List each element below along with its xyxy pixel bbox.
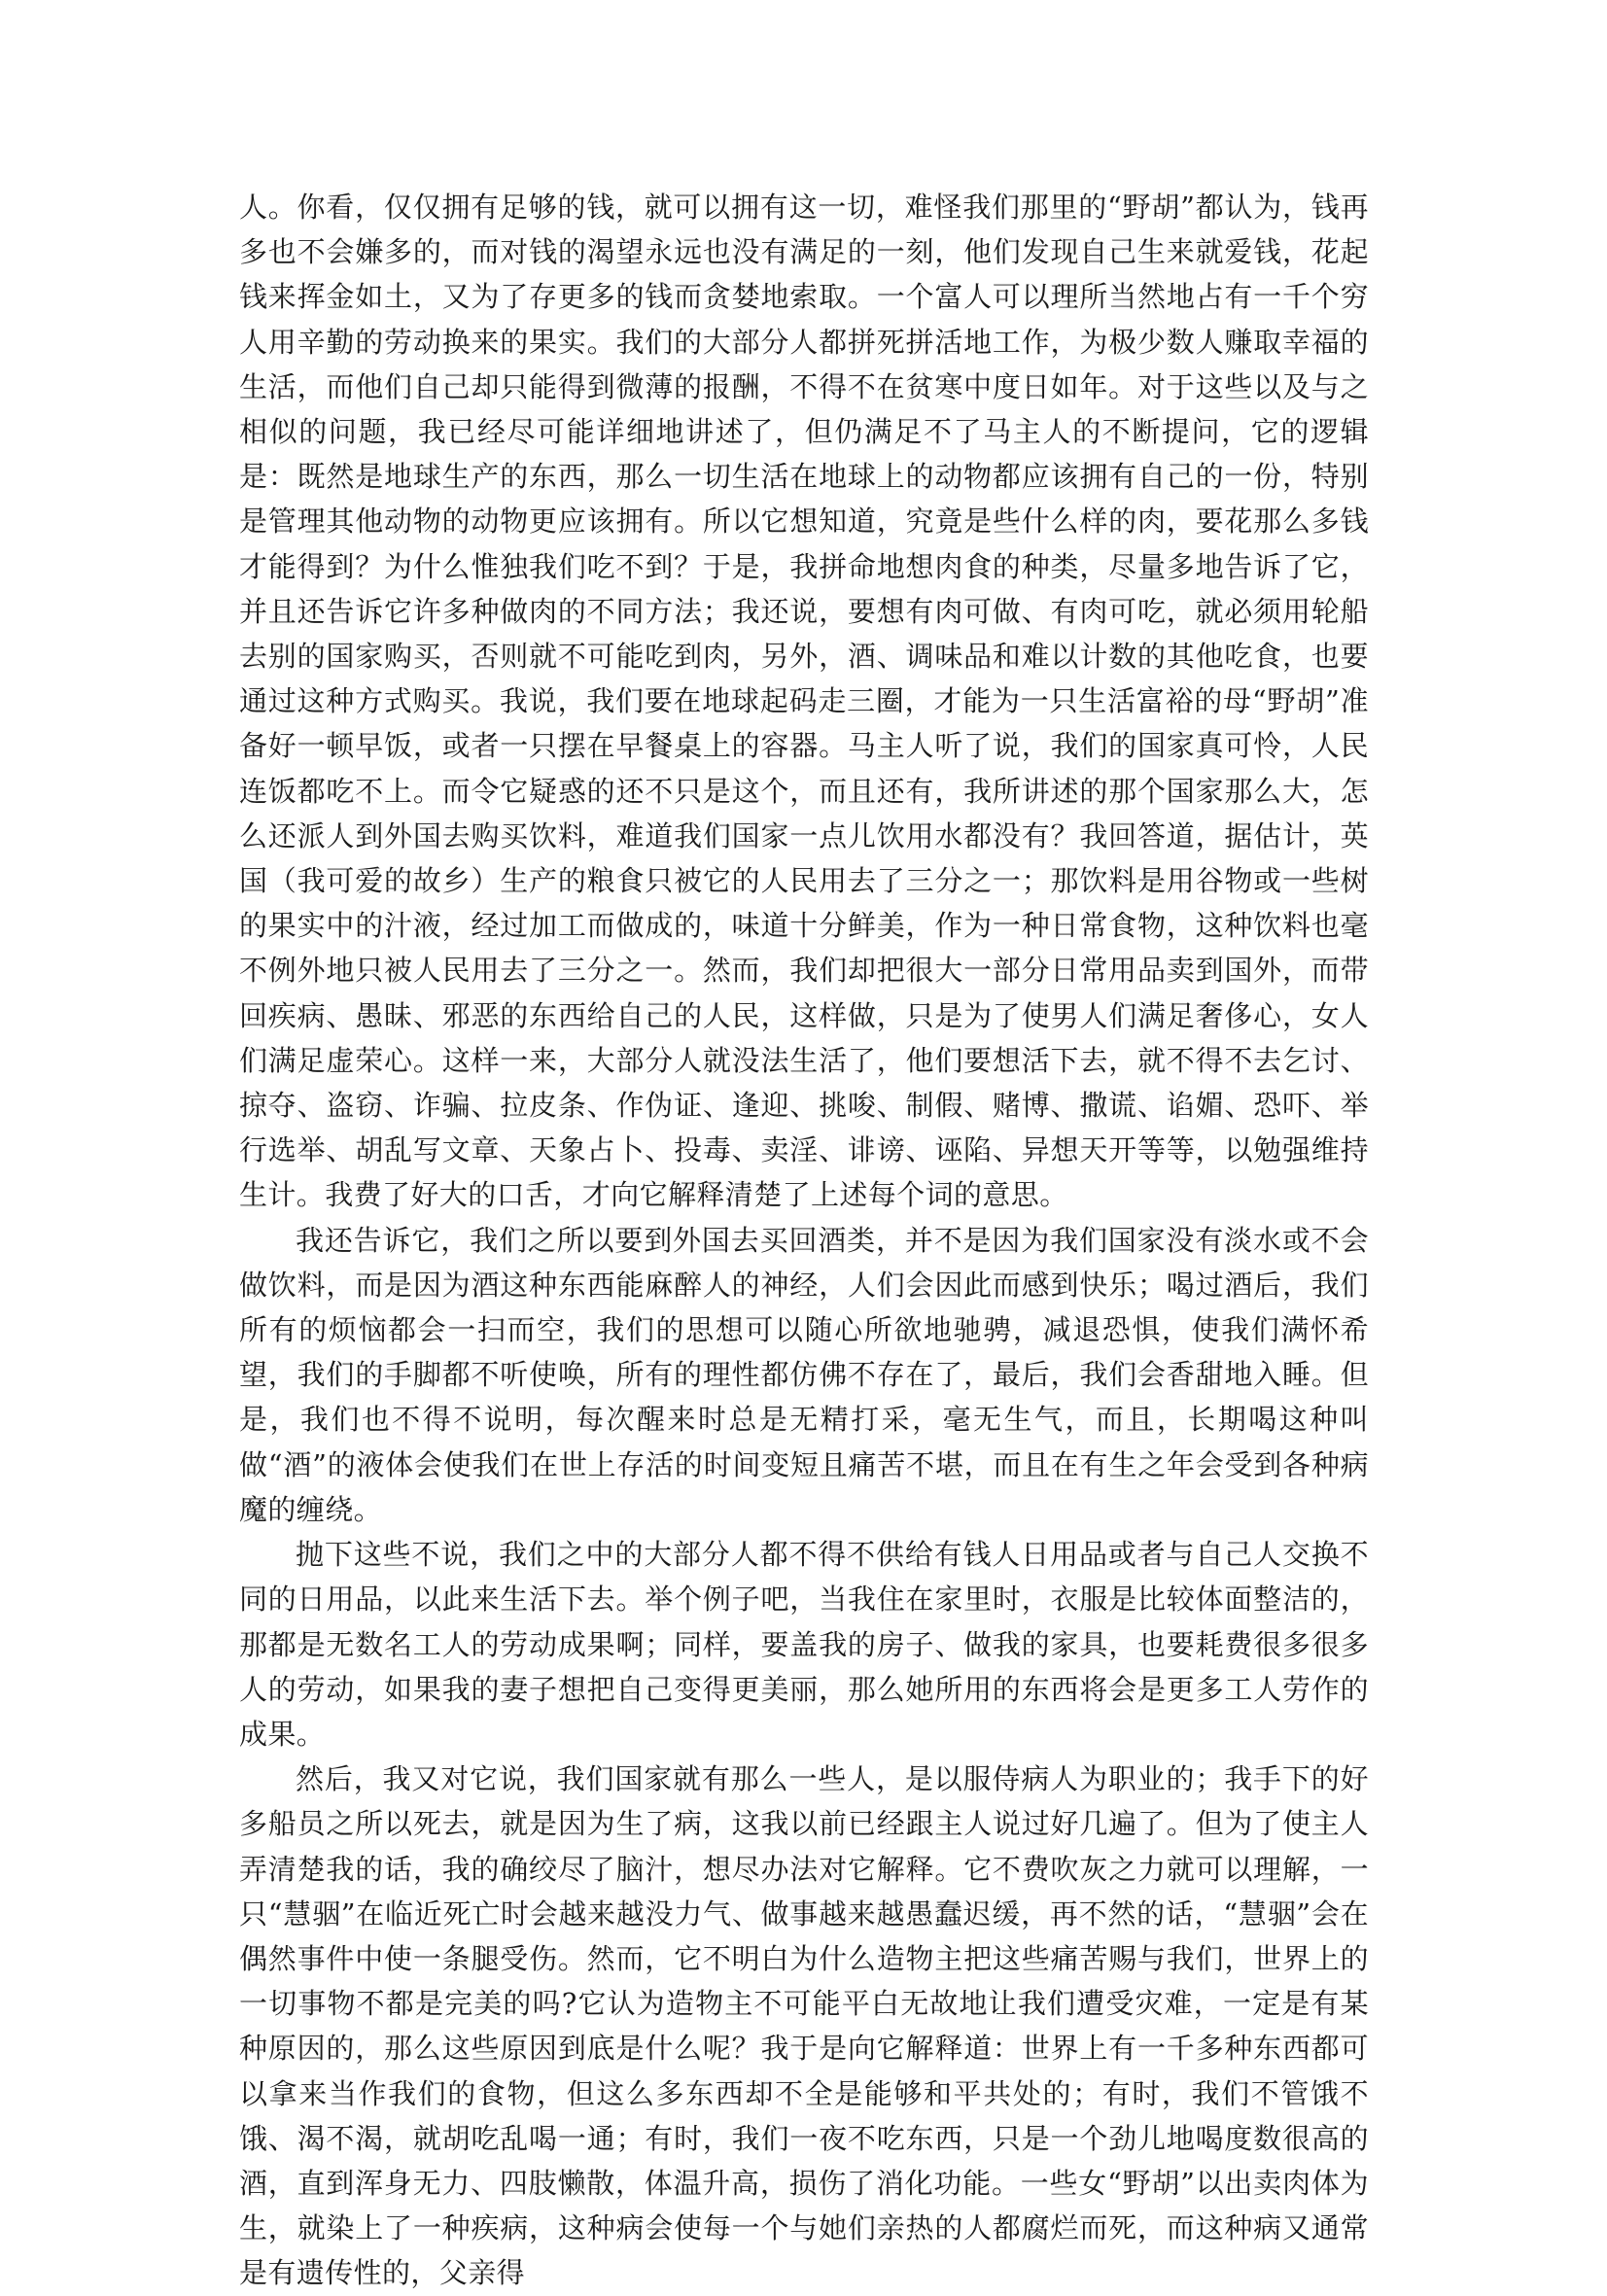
- paragraph: 然后，我又对它说，我们国家就有那么一些人，是以服侍病人为职业的；我手下的好多船员之所以死去，就是因为生了病，这我以前已经跟主人说过好几遍了。但为了使主人弄清楚我的话，我的确绞尽了脑汁，想尽办法对它解释。它不费吹灰之力就可以理解，一只“慧骃”在临近死亡时会越来越没力气、做事越来越愚蠢迟缓，再不然的话，“慧骃”会在偶然事件中使一条腿受伤。然而，它不明白为什么造物主把这些痛苦赐与我们，世界上的一切事物不都是完美的吗?它认为造物主不可能平白无故地让我们遭受灾难，一定是有某种原因的，那么这些原因到底是什么呢？我于是向它解释道：世界上有一千多种东西都可以拿来当作我们的食物，但这么多东西却不全是能够和平共处的；有时，我们不管饿不饿、渴不渴，就胡吃乱喝一通；有时，我们一夜不吃东西，只是一个劲儿地喝度数很高的酒，直到浑身无力、四肢懒散，体温升高，损伤了消化功能。一些女“野胡”以出卖肉体为生，就染上了一种疾病，这种病会使每一个与她们亲热的人都腐烂而死，而这种病又通常是有遗传性的，父亲得: [239, 1762, 1369, 2290]
- paragraph: 人。你看，仅仅拥有足够的钱，就可以拥有这一切，难怪我们那里的“野胡”都认为，钱再多也不会嫌多的，而对钱的渴望永远也没有满足的一刻，他们发现自己生来就爱钱，花起钱来挥金如土，又为了存更多的钱而贪婪地索取。一个富人可以理所当然地占有一千个穷人用辛勤的劳动换来的果实。我们的大部分人都拼死拼活地工作，为极少数人赚取幸福的生活，而他们自己却只能得到微薄的报酬，不得不在贫寒中度日如年。对于这些以及与之相似的问题，我已经尽可能详细地讲述了，但仍满足不了马主人的不断提问，它的逻辑是：既然是地球生产的东西，那么一切生活在地球上的动物都应该拥有自己的一份，特别是管理其他动物的动物更应该拥有。所以它想知道，究竟是些什么样的肉，要花那么多钱才能得到？为什么惟独我们吃不到？于是，我拼命地想肉食的种类，尽量多地告诉了它，并且还告诉它许多种做肉的不同方法；我还说，要想有肉可做、有肉可吃，就必须用轮船去别的国家购买，否则就不可能吃到肉，另外，酒、调味品和难以计数的其他吃食，也要通过这种方式购买。我说，我们要在地球起码走三圈，才能为一只生活富裕的母“野胡”准备好一顿早饭，或者一只摆在早餐桌上的容器。马主人听了说，我们的国家真可怜，人民连饭都吃不上。而令它疑惑的还不只是这个，而且还有，我所讲述的那个国家那么大，怎么还派人到外国去购买饮料，难道我们国家一点儿饮用水都没有？我回答道，据估计，英国（我可爱的故乡）生产的粮食只被它的人民用去了三分之一；那饮料是用谷物或一些树的果实中的汁液，经过加工而做成的，味道十分鲜美，作为一种日常食物，这种饮料也毫不例外地只被人民用去了三分之一。然而，我们却把很大一部分日常用品卖到国外，而带回疾病、愚昧、邪恶的东西给自己的人民，这样做，只是为了使男人们满足奢侈心，女人们满足虚荣心。这样一来，大部分人就没法生活了，他们要想活下去，就不得不去乞讨、掠夺、盗窃、诈骗、拉皮条、作伪证、逢迎、挑唆、制假、赌博、撒谎、谄媚、恐吓、举行选举、胡乱写文章、天象占卜、投毒、卖淫、诽谤、诬陷、异想天开等等，以勉强维持生计。我费了好大的口舌，才向它解释清楚了上述每个词的意思。: [239, 191, 1369, 1212]
- paragraph: 抛下这些不说，我们之中的大部分人都不得不供给有钱人日用品或者与自己人交换不同的日用品，以此来生活下去。举个例子吧，当我住在家里时，衣服是比较体面整洁的，那都是无数名工人的劳动成果啊；同样，要盖我的房子、做我的家具，也要耗费很多很多人的劳动，如果我的妻子想把自己变得更美丽，那么她所用的东西将会是更多工人劳作的成果。: [239, 1538, 1369, 1751]
- paragraph: 我还告诉它，我们之所以要到外国去买回酒类，并不是因为我们国家没有淡水或不会做饮料，而是因为酒这种东西能麻醉人的神经，人们会因此而感到快乐；喝过酒后，我们所有的烦恼都会一扫而空，我们的思想可以随心所欲地驰骋，减退恐惧，使我们满怀希望，我们的手脚都不听使唤，所有的理性都仿佛不存在了，最后，我们会香甜地入睡。但是，我们也不得不说明，每次醒来时总是无精打采，毫无生气，而且，长期喝这种叫做“酒”的液体会使我们在世上存活的时间变短且痛苦不堪，而且在有生之年会受到各种病魔的缠绕。: [239, 1223, 1369, 1526]
- body-text: [239, 185, 1369, 2296]
